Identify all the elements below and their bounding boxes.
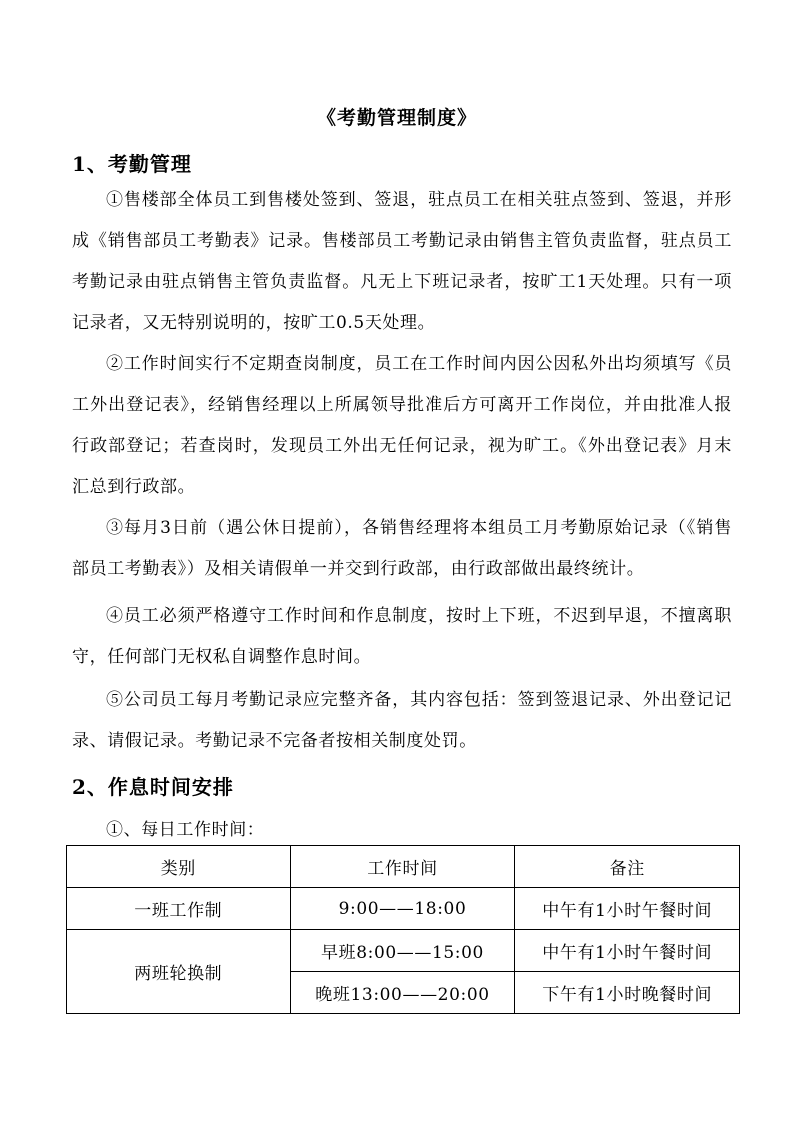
row2-time: 早班8:00——15:00: [290, 930, 515, 972]
table-row: [67, 930, 740, 972]
row1-note: 中午有1小时午餐时间: [515, 888, 740, 930]
row1-time: 9:00——18:00: [290, 888, 515, 930]
row2-note: 中午有1小时午餐时间: [515, 930, 740, 972]
row2-category: 两班轮换制: [67, 930, 291, 1014]
table-header-row: [67, 846, 740, 888]
paragraph-4: ④员工必须严格遵守工作时间和作息制度，按时上下班，不迟到早退，不擅离职守，任何部门无权私自调整作息时间。: [72, 606, 732, 667]
paragraph-2: ②工作时间实行不定期查岗制度，员工在工作时间内因公因私外出均须填写《员工外出登记表》，经销售经理以上所属领导批准后方可离开工作岗位，并由批准人报行政部登记；若查岗时，发现员工外出无任何记录，视为旷工。《外出登记表》月末汇总到行政部。: [72, 354, 732, 497]
paragraph-1: ①售楼部全体员工到售楼处签到、签退，驻点员工在相关驻点签到、签退，并形成《销售部员工考勤表》记录。售楼部员工考勤记录由销售主管负责监督，驻点员工考勤记录由驻点销售主管负责监督。凡无上下班记录者，按旷工1天处理。只有一项记录者，又无特别说明的，按旷工0.5天处理。: [72, 190, 732, 333]
row3-note: 下午有1小时晚餐时间: [515, 972, 740, 1014]
header-note: 备注: [515, 846, 740, 888]
paragraph-5: ⑤公司员工每月考勤记录应完整齐备，其内容包括：签到签退记录、外出登记记录、请假记录。考勤记录不完备者按相关制度处罚。: [72, 690, 732, 751]
row3-time: 晚班13:00——20:00: [290, 972, 515, 1014]
section-2-heading: 2、作息时间安排: [72, 775, 234, 799]
schedule-table: [66, 845, 740, 1014]
schedule-subheading: ①、每日工作时间：: [106, 820, 265, 840]
document-title: 《考勤管理制度》: [316, 107, 477, 129]
section-1-heading: 1、考勤管理: [72, 152, 192, 176]
header-category: 类别: [67, 846, 291, 888]
row1-category: 一班工作制: [67, 888, 291, 930]
table-row: [67, 888, 740, 930]
header-work-time: 工作时间: [290, 846, 515, 888]
paragraph-3: ③每月3日前（遇公休日提前），各销售经理将本组员工月考勤原始记录（《销售部员工考勤表》）及相关请假单一并交到行政部，由行政部做出最终统计。: [72, 518, 732, 579]
